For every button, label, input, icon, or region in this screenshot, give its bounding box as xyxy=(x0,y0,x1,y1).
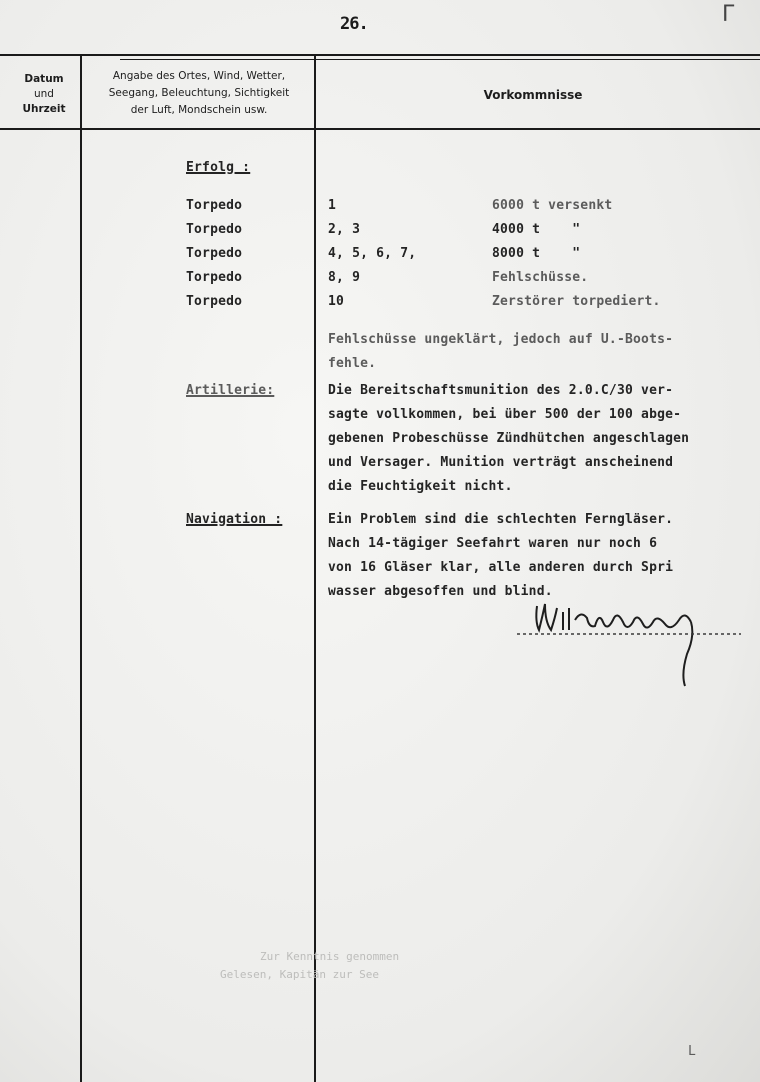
torpedo-label: Torpedo xyxy=(186,294,243,309)
header-bottom-rule xyxy=(0,128,760,130)
bottom-corner-mark: L xyxy=(688,1044,697,1059)
page-number: 26. xyxy=(340,14,368,34)
handwritten-signature xyxy=(515,592,745,692)
misfire-text-line: Fehlschüsse ungeklärt, jedoch auf U.-Boots- xyxy=(328,332,674,347)
torpedo-result: 6000 t versenkt xyxy=(492,198,613,213)
navigation-text-line: von 16 Gläser klar, alle anderen durch Spri xyxy=(328,560,674,575)
location-header-line: Angabe des Ortes, Wind, Wetter, xyxy=(112,70,286,82)
torpedo-label: Torpedo xyxy=(186,270,243,285)
torpedo-result: 8000 t " xyxy=(492,246,581,261)
artillery-text-line: Die Bereitschaftsmunition des 2.0.C/30 ver- xyxy=(328,383,674,398)
torpedo-numbers: 1 xyxy=(328,198,337,213)
corner-mark: Γ xyxy=(722,2,735,27)
torpedo-numbers: 8, 9 xyxy=(328,270,361,285)
artillery-text-line: gebenen Probeschüsse Zündhütchen angeschlagen xyxy=(328,431,690,446)
misfire-text-line: fehle. xyxy=(328,356,377,371)
artillery-text-line: und Versager. Munition verträgt anscheinend xyxy=(328,455,674,470)
artillery-text-line: sagte vollkommen, bei über 500 der 100 abge- xyxy=(328,407,682,422)
top-rule-thin xyxy=(120,59,760,60)
navigation-text-line: Ein Problem sind die schlechten Ferngläser. xyxy=(328,512,674,527)
date-column-divider xyxy=(80,56,82,1082)
torpedo-result: 4000 t " xyxy=(492,222,581,237)
top-rule xyxy=(0,54,760,56)
location-header-line: der Luft, Mondschein usw. xyxy=(130,104,268,116)
torpedo-label: Torpedo xyxy=(186,198,243,213)
location-column-divider xyxy=(314,56,316,1082)
torpedo-result: Fehlschüsse. xyxy=(492,270,589,285)
navigation-heading: Navigation : xyxy=(186,512,283,527)
torpedo-numbers: 4, 5, 6, 7, xyxy=(328,246,417,261)
torpedo-result: Zerstörer torpediert. xyxy=(492,294,661,309)
location-column-header xyxy=(84,68,314,119)
torpedo-label: Torpedo xyxy=(186,246,243,261)
torpedo-numbers: 10 xyxy=(328,294,345,309)
date-column-header xyxy=(8,72,80,117)
date-header-line: Uhrzeit xyxy=(22,103,66,115)
date-header-line: und xyxy=(34,88,54,100)
bleed-through-text: Zur Kenntnis genommen xyxy=(260,950,400,963)
navigation-text-line: Nach 14-tägiger Seefahrt waren nur noch 6 xyxy=(328,536,658,551)
navigation-text-line: wasser abgesoffen und blind. xyxy=(328,584,553,599)
torpedo-label: Torpedo xyxy=(186,222,243,237)
artillery-heading: Artillerie: xyxy=(186,383,275,398)
date-header-line: Datum xyxy=(24,73,64,85)
events-column-header: Vorkommnisse xyxy=(483,88,583,102)
torpedo-numbers: 2, 3 xyxy=(328,222,361,237)
artillery-text-line: die Feuchtigkeit nicht. xyxy=(328,479,513,494)
success-heading: Erfolg : xyxy=(186,160,251,175)
location-header-line: Seegang, Beleuchtung, Sichtigkeit xyxy=(108,87,290,99)
bleed-through-text: Gelesen, Kapitän zur See xyxy=(220,968,379,981)
